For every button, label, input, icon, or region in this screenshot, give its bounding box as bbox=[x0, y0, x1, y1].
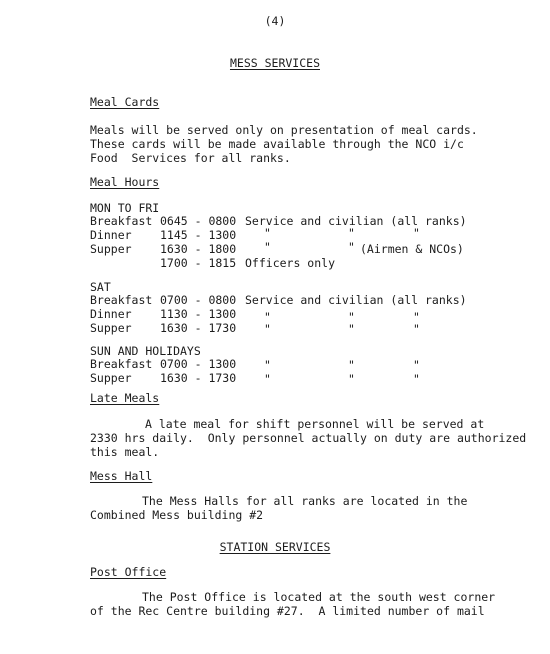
ditto-mark: " bbox=[348, 358, 355, 372]
meal-cards-line: Food Services for all ranks. bbox=[90, 151, 291, 165]
late-meals-title: Late Meals bbox=[90, 391, 160, 405]
meal-time: 1130 - 1300 bbox=[160, 307, 237, 321]
meal-eligibility: Service and civilian (all ranks) bbox=[245, 293, 467, 307]
ditto-mark: " bbox=[413, 310, 420, 324]
meal-eligibility: Service and civilian (all ranks) bbox=[245, 214, 467, 228]
late-meals-line: 2330 hrs daily. Only personnel actually on duty are authorized bbox=[90, 431, 527, 445]
station-services-heading: STATION SERVICES bbox=[219, 540, 331, 554]
ditto-mark: " bbox=[348, 310, 355, 324]
ditto-mark: " bbox=[348, 240, 355, 254]
post-office-line: of the Rec Centre building #27. A limited number of mail bbox=[90, 604, 485, 618]
meal-time: 1630 - 1730 bbox=[160, 371, 237, 385]
meal-time: 0700 - 0800 bbox=[160, 293, 237, 307]
ditto-mark: " bbox=[264, 322, 271, 336]
meal-time: 0645 - 0800 bbox=[160, 214, 237, 228]
meal-name: Breakfast bbox=[90, 214, 153, 228]
mess-hall-title: Mess Hall bbox=[90, 469, 153, 483]
mess-hall-line: Combined Mess building #2 bbox=[90, 508, 264, 522]
meal-time: 0700 - 1300 bbox=[160, 357, 237, 371]
meal-name: Supper bbox=[90, 321, 132, 335]
ditto-mark: " bbox=[413, 322, 420, 336]
ditto-mark: " bbox=[413, 226, 420, 240]
sun-holidays-label: SUN AND HOLIDAYS bbox=[90, 344, 201, 358]
meal-cards-title: Meal Cards bbox=[90, 95, 160, 109]
ditto-mark: " bbox=[413, 372, 420, 386]
ditto-mark: " bbox=[264, 310, 271, 324]
ditto-mark: " bbox=[348, 226, 355, 240]
mess-hall-line: The Mess Halls for all ranks are located in the bbox=[142, 494, 468, 508]
ditto-mark: " bbox=[264, 358, 271, 372]
sat-label: SAT bbox=[90, 280, 111, 294]
meal-name: Supper bbox=[90, 371, 132, 385]
meal-time: 1700 - 1815 bbox=[160, 256, 237, 270]
page-number: (4) bbox=[264, 14, 286, 28]
mess-services-heading: MESS SERVICES bbox=[229, 56, 320, 70]
meal-name: Dinner bbox=[90, 228, 132, 242]
meal-time: 1145 - 1300 bbox=[160, 228, 237, 242]
meal-time: 1630 - 1730 bbox=[160, 321, 237, 335]
ditto-mark: " bbox=[348, 372, 355, 386]
mon-fri-label: MON TO FRI bbox=[90, 201, 160, 215]
late-meals-line: this meal. bbox=[90, 445, 160, 459]
late-meals-line: A late meal for shift personnel will be served at bbox=[145, 417, 485, 431]
meal-hours-title: Meal Hours bbox=[90, 175, 160, 189]
meal-name: Breakfast bbox=[90, 357, 153, 371]
ditto-mark: " bbox=[264, 226, 271, 240]
meal-cards-line: Meals will be served only on presentation of meal cards. bbox=[90, 123, 478, 137]
meal-time: 1630 - 1800 bbox=[160, 242, 237, 256]
meal-note: (Airmen & NCOs) bbox=[360, 242, 464, 256]
ditto-mark: " bbox=[264, 240, 271, 254]
meal-cards-line: These cards will be made available through the NCO i/c bbox=[90, 137, 464, 151]
post-office-title: Post Office bbox=[90, 565, 167, 579]
ditto-mark: " bbox=[413, 358, 420, 372]
meal-name: Breakfast bbox=[90, 293, 153, 307]
ditto-mark: " bbox=[264, 372, 271, 386]
ditto-mark: " bbox=[348, 322, 355, 336]
meal-name: Dinner bbox=[90, 307, 132, 321]
post-office-line: The Post Office is located at the south west corner bbox=[142, 590, 496, 604]
meal-name: Supper bbox=[90, 242, 132, 256]
meal-eligibility: Officers only bbox=[245, 256, 336, 270]
